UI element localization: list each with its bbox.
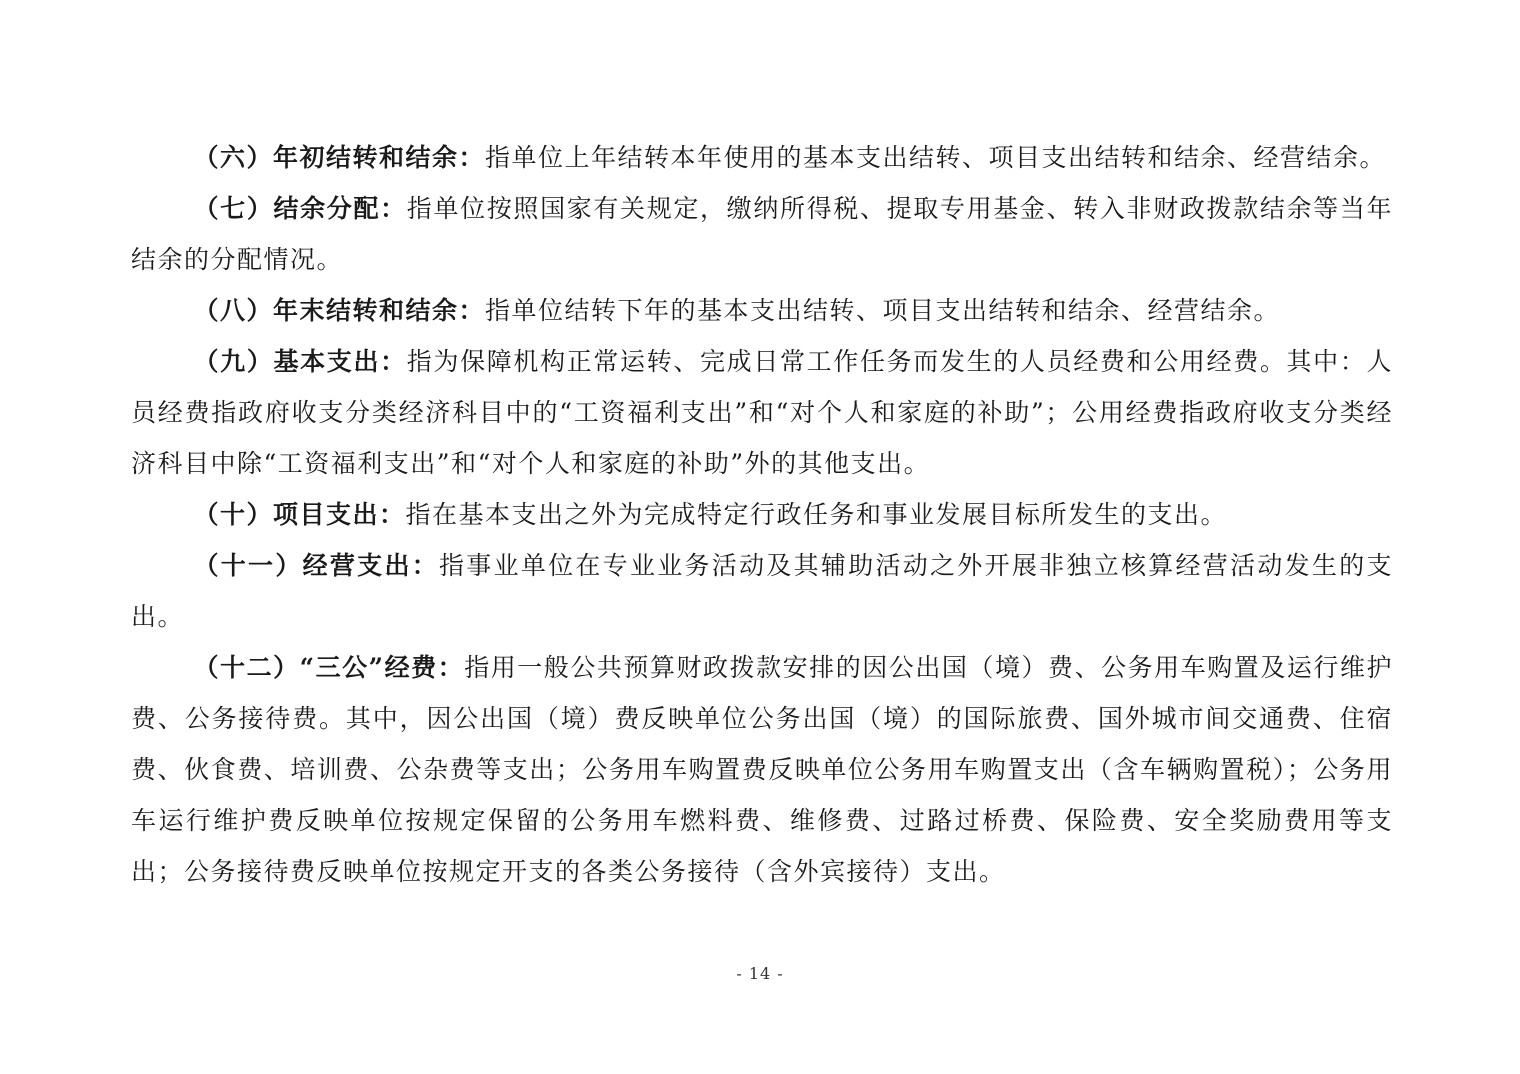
paragraph-6 — [131, 132, 1393, 183]
paragraph-11-term: （十一）经营支出： — [193, 551, 440, 580]
paragraph-9-text: 指为保障机构正常运转、完成日常工作任务而发生的人员经费和公用经费。其中：人员经费指政府收支分类经济科目中的“工资福利支出”和“对个人和家庭的补助”；公用经费指政府收支分类经济科目中除“工资福利支出”和“对个人和家庭的补助”外的其他支出。 — [131, 347, 1393, 478]
paragraph-10-term: （十）项目支出： — [193, 500, 406, 529]
document-body — [131, 132, 1393, 897]
paragraph-12 — [131, 642, 1393, 897]
paragraph-8-term: （八）年末结转和结余： — [193, 296, 486, 325]
paragraph-9 — [131, 336, 1393, 489]
paragraph-9-term: （九）基本支出： — [193, 347, 407, 376]
paragraph-8 — [131, 285, 1393, 336]
paragraph-11 — [131, 540, 1393, 642]
paragraph-6-text: 指单位上年结转本年使用的基本支出结转、项目支出结转和结余、经营结余。 — [485, 143, 1387, 172]
paragraph-10-text: 指在基本支出之外为完成特定行政任务和事业发展目标所发生的支出。 — [405, 500, 1228, 529]
paragraph-7-term: （七）结余分配： — [193, 194, 407, 223]
paragraph-7-text: 指单位按照国家有关规定，缴纳所得税、提取专用基金、转入非财政拨款结余等当年结余的分配情况。 — [131, 194, 1393, 274]
paragraph-10 — [131, 489, 1393, 540]
paragraph-11-text: 指事业单位在专业业务活动及其辅助活动之外开展非独立核算经营活动发生的支出。 — [131, 551, 1393, 631]
paragraph-6-term: （六）年初结转和结余： — [193, 143, 486, 172]
paragraph-12-text: 指用一般公共预算财政拨款安排的因公出国（境）费、公务用车购置及运行维护费、公务接待费。其中，因公出国（境）费反映单位公务出国（境）的国际旅费、国外城市间交通费、住宿费、伙食费、培训费、公杂费等支出；公务用车购置费反映单位公务用车购置支出（含车辆购置税）；公务用车运行维护费反映单位按规定保留的公务用车燃料费、维修费、过路过桥费、保险费、安全奖励费用等支出；公务接待费反映单位按规定开支的各类公务接待（含外宾接待）支出。 — [131, 653, 1393, 886]
paragraph-12-term: （十二）“三公”经费： — [193, 653, 465, 682]
page-number: - 14 - — [736, 964, 784, 983]
paragraph-8-text: 指单位结转下年的基本支出结转、项目支出结转和结余、经营结余。 — [485, 296, 1281, 325]
paragraph-7 — [131, 183, 1393, 285]
